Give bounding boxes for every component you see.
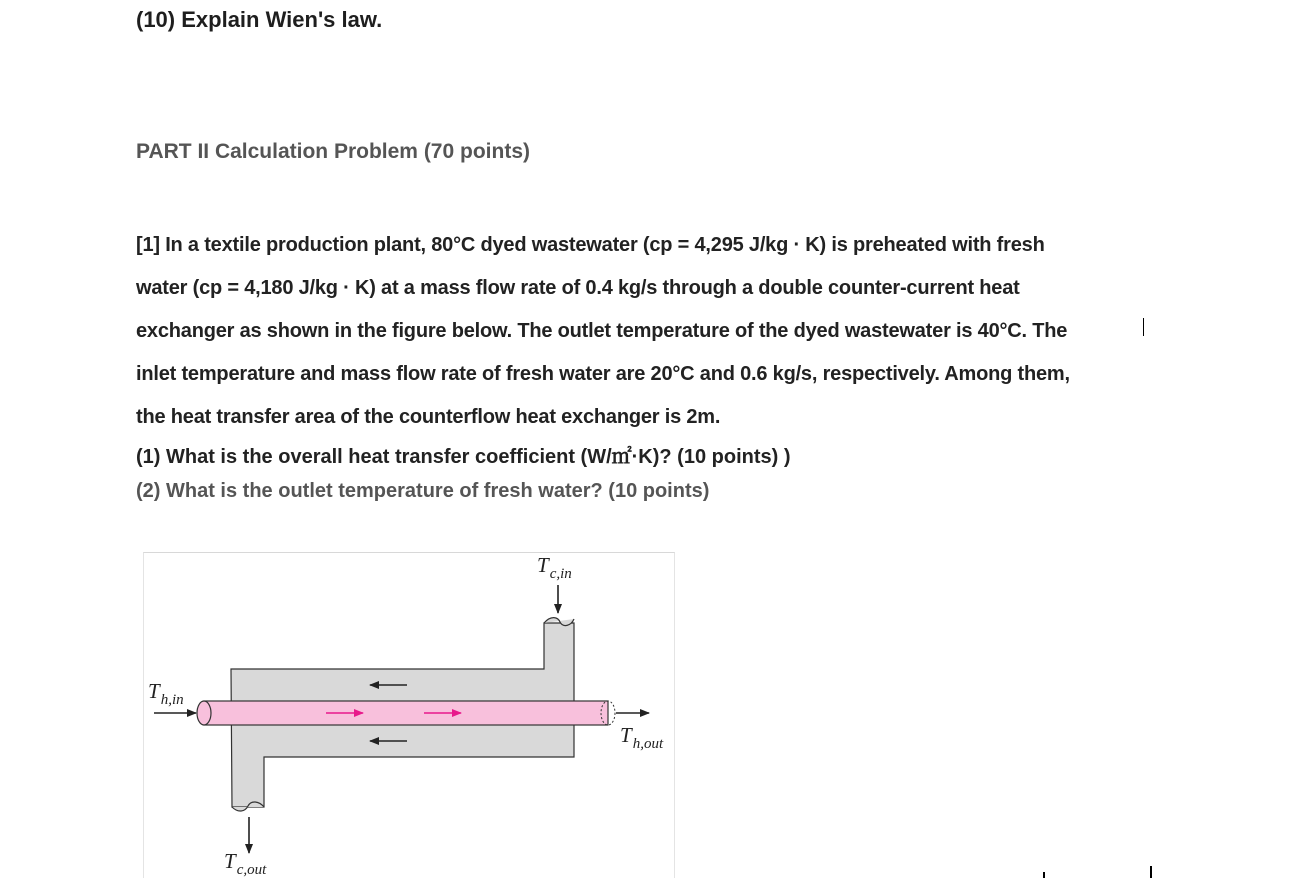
scan-mark xyxy=(1143,318,1144,336)
scan-mark xyxy=(1150,866,1152,878)
th-out-label: $T_{h,out}$ xyxy=(620,723,664,752)
part-2-title: PART II Calculation Problem (70 points) xyxy=(136,140,530,163)
problem-line: inlet temperature and mass flow rate of fresh water are 20°C and 0.6 kg/s, respectively. Among them, xyxy=(136,363,1070,385)
problem-line: water (cp = 4,180 J/kg · K) at a mass flow rate of 0.4 kg/s through a double counter-current heat xyxy=(136,277,1020,299)
problem-line: exchanger as shown in the figure below. The outlet temperature of the dyed wastewater is 40°C. The xyxy=(136,320,1068,342)
th-in-label: $T_{h,in}$ xyxy=(148,679,184,708)
tc-in-label: $T_{c,in}$ xyxy=(537,553,572,582)
scan-mark xyxy=(1043,872,1045,878)
inner-tube xyxy=(204,701,608,725)
tc-out-label: $T_{c,out}$ xyxy=(224,849,267,878)
problem-line: [1] In a textile production plant, 80°C dyed wastewater (cp = 4,295 J/kg · K) is preheated with fresh xyxy=(136,234,1045,256)
sub-question-2: (2) What is the outlet temperature of fresh water? (10 points) xyxy=(136,480,710,502)
heat-exchanger-diagram xyxy=(144,553,674,878)
problem-1-statement xyxy=(136,224,1136,439)
question-10: (10) Explain Wien's law. xyxy=(136,7,383,32)
heat-exchanger-figure xyxy=(143,552,675,878)
sub-question-1: (1) What is the overall heat transfer coefficient (W/㎡·K)? (10 points) ) xyxy=(136,446,791,468)
inner-tube-inlet-end xyxy=(197,701,211,725)
problem-line: the heat transfer area of the counterflow heat exchanger is 2m. xyxy=(136,406,721,428)
